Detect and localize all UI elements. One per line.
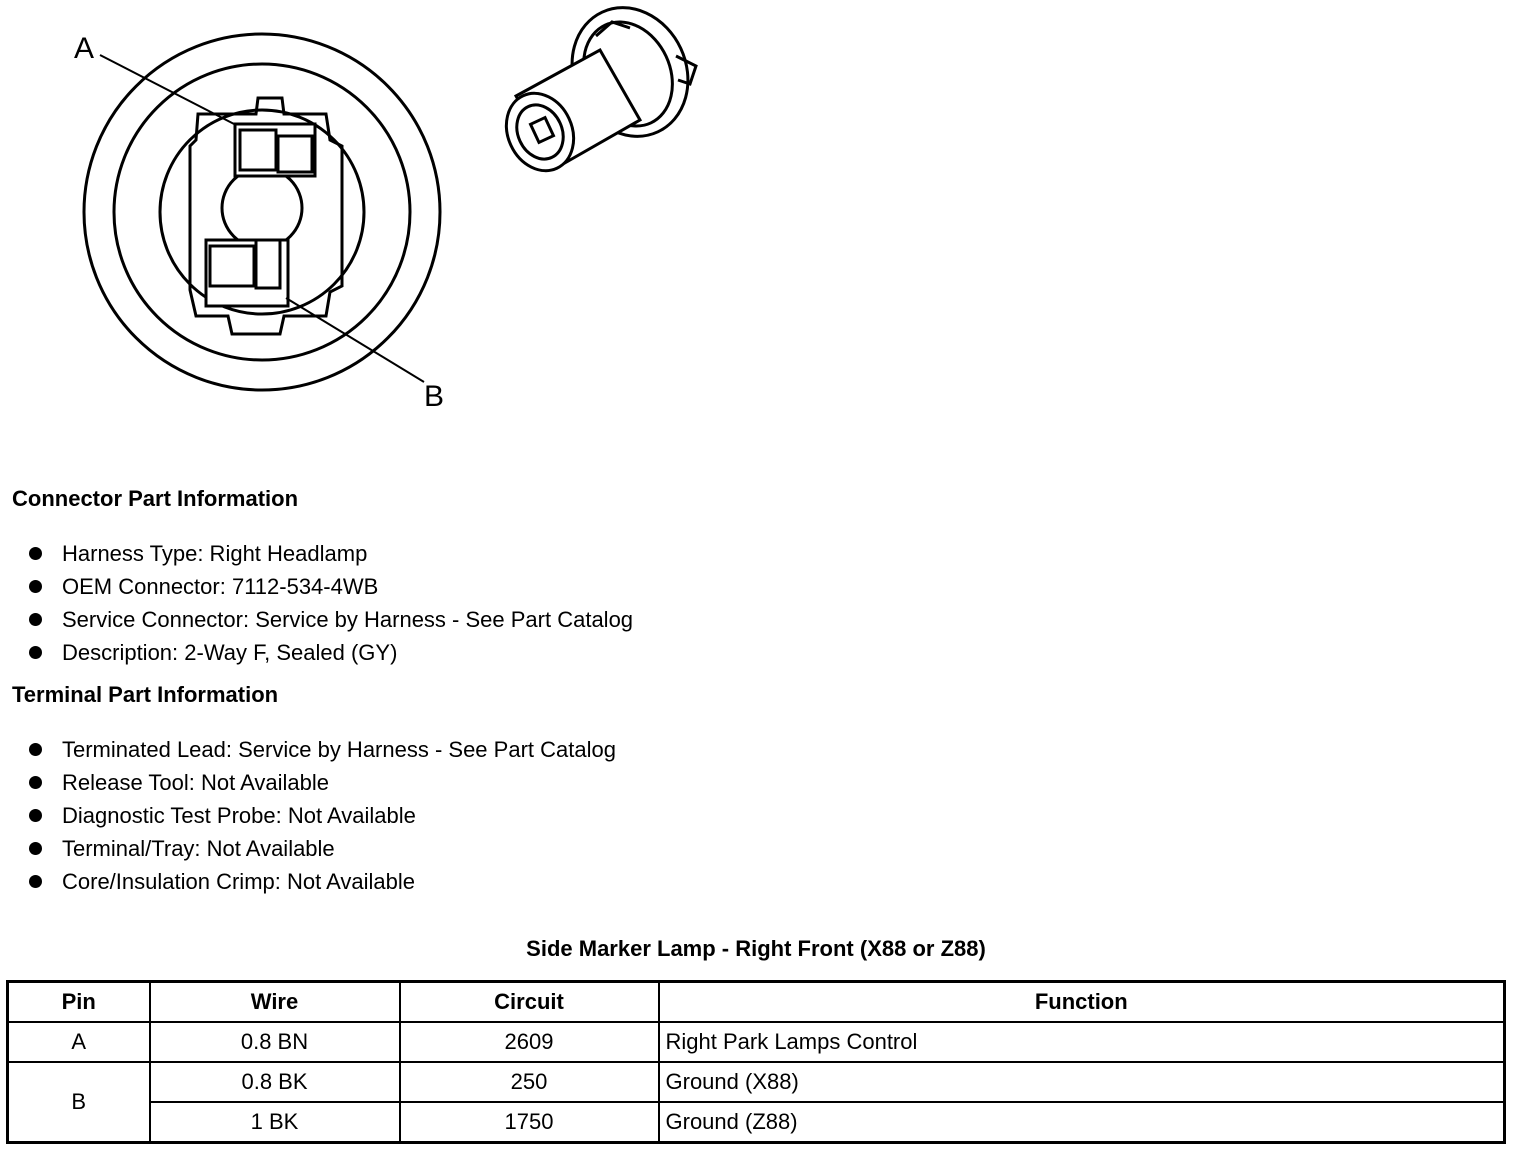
list-item: Description: 2-Way F, Sealed (GY) [28,636,633,669]
label-a: A [74,32,95,65]
cell-wire: 1 BK [150,1102,400,1143]
bullet-icon [29,743,42,756]
column-header-pin: Pin [8,982,150,1023]
list-item: Terminated Lead: Service by Harness - See Part Catalog [28,733,616,766]
list-item: Harness Type: Right Headlamp [28,537,633,570]
table-header-row [8,982,1505,1023]
cell-function: Right Park Lamps Control [659,1022,1505,1062]
cell-pin: B [8,1062,150,1143]
list-item: Terminal/Tray: Not Available [28,832,616,865]
bullet-icon [29,646,42,659]
list-item: Core/Insulation Crimp: Not Available [28,865,616,898]
table-row [8,1022,1505,1062]
bullet-icon [29,776,42,789]
column-header-function: Function [659,982,1505,1023]
cell-wire: 0.8 BN [150,1022,400,1062]
cell-circuit: 250 [400,1062,659,1102]
connector-center-hole [222,168,302,248]
terminal-part-info-title: Terminal Part Information [12,682,279,707]
bullet-icon [29,547,42,560]
label-b: B [424,380,445,413]
table-row [8,1062,1505,1102]
connector-part-info-title: Connector Part Information [12,486,299,511]
cell-circuit: 2609 [400,1022,659,1062]
pin-table-title: Side Marker Lamp - Right Front (X88 or Z88) [526,936,986,961]
connector-part-info-list [28,537,633,669]
cell-function: Ground (Z88) [659,1102,1505,1143]
bullet-icon [29,842,42,855]
bullet-icon [29,580,42,593]
column-header-wire: Wire [150,982,400,1023]
list-item: Service Connector: Service by Harness - See Part Catalog [28,603,633,636]
table-row [8,1102,1505,1143]
column-header-circuit: Circuit [400,982,659,1023]
list-item: OEM Connector: 7112-534-4WB [28,570,633,603]
bullet-icon [29,613,42,626]
leader-line-b [286,298,424,382]
bullet-icon [29,875,42,888]
terminal-part-info-list [28,733,616,898]
cell-wire: 0.8 BK [150,1062,400,1102]
list-item: Diagnostic Test Probe: Not Available [28,799,616,832]
bullet-icon [29,809,42,822]
cell-circuit: 1750 [400,1102,659,1143]
pin-table [6,980,1506,1144]
terminal-b-cavity [206,240,288,306]
connector-diagram [0,0,720,430]
leader-line-a [100,55,236,125]
cell-function: Ground (X88) [659,1062,1505,1102]
bulb-socket-illustration [494,0,709,182]
cell-pin: A [8,1022,150,1062]
list-item: Release Tool: Not Available [28,766,616,799]
